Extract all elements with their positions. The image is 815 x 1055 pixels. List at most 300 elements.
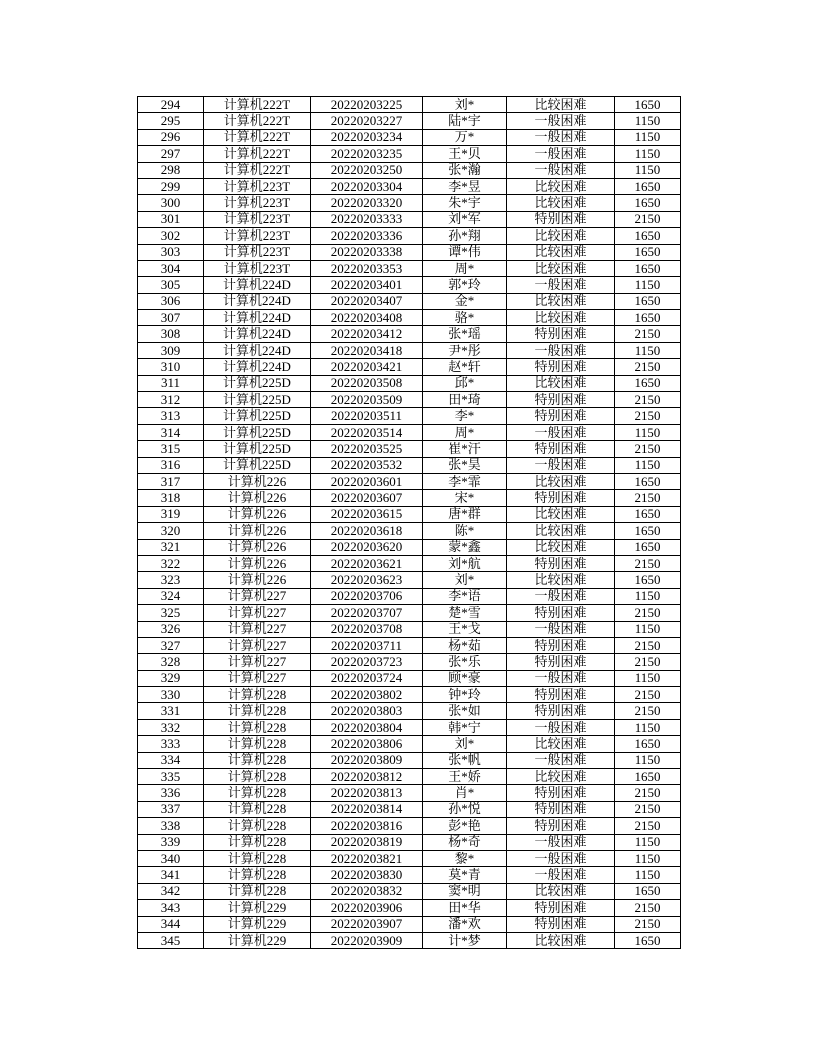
difficulty-level-cell: 特别困难 bbox=[507, 703, 615, 719]
student-id-cell: 20220203525 bbox=[311, 441, 423, 457]
difficulty-level-cell: 比较困难 bbox=[507, 178, 615, 194]
name-cell: 孙*翔 bbox=[423, 228, 507, 244]
table-row bbox=[138, 162, 681, 178]
name-cell: 李* bbox=[423, 408, 507, 424]
name-cell: 骆* bbox=[423, 310, 507, 326]
row-index-cell: 299 bbox=[138, 178, 204, 194]
amount-cell: 1650 bbox=[615, 473, 681, 489]
difficulty-level-cell: 特别困难 bbox=[507, 555, 615, 571]
amount-cell: 1650 bbox=[615, 178, 681, 194]
difficulty-level-cell: 一般困难 bbox=[507, 850, 615, 866]
student-id-cell: 20220203412 bbox=[311, 326, 423, 342]
table-row bbox=[138, 146, 681, 162]
amount-cell: 2150 bbox=[615, 359, 681, 375]
name-cell: 王*娇 bbox=[423, 769, 507, 785]
student-id-cell: 20220203227 bbox=[311, 113, 423, 129]
class-cell: 计算机229 bbox=[204, 932, 311, 948]
class-cell: 计算机223T bbox=[204, 178, 311, 194]
name-cell: 顾*豪 bbox=[423, 670, 507, 686]
row-index-cell: 341 bbox=[138, 867, 204, 883]
amount-cell: 2150 bbox=[615, 818, 681, 834]
row-index-cell: 316 bbox=[138, 457, 204, 473]
student-id-cell: 20220203304 bbox=[311, 178, 423, 194]
student-id-cell: 20220203421 bbox=[311, 359, 423, 375]
difficulty-level-cell: 比较困难 bbox=[507, 310, 615, 326]
class-cell: 计算机228 bbox=[204, 801, 311, 817]
amount-cell: 1650 bbox=[615, 932, 681, 948]
name-cell: 刘*军 bbox=[423, 211, 507, 227]
student-id-cell: 20220203320 bbox=[311, 195, 423, 211]
name-cell: 邱* bbox=[423, 375, 507, 391]
amount-cell: 2150 bbox=[615, 916, 681, 932]
difficulty-level-cell: 比较困难 bbox=[507, 523, 615, 539]
amount-cell: 2150 bbox=[615, 654, 681, 670]
class-cell: 计算机227 bbox=[204, 588, 311, 604]
difficulty-level-cell: 特别困难 bbox=[507, 818, 615, 834]
difficulty-level-cell: 一般困难 bbox=[507, 113, 615, 129]
student-id-cell: 20220203724 bbox=[311, 670, 423, 686]
row-index-cell: 296 bbox=[138, 129, 204, 145]
difficulty-level-cell: 特别困难 bbox=[507, 441, 615, 457]
row-index-cell: 339 bbox=[138, 834, 204, 850]
difficulty-level-cell: 特别困难 bbox=[507, 687, 615, 703]
difficulty-level-cell: 比较困难 bbox=[507, 736, 615, 752]
student-id-cell: 20220203909 bbox=[311, 932, 423, 948]
row-index-cell: 330 bbox=[138, 687, 204, 703]
class-cell: 计算机228 bbox=[204, 687, 311, 703]
student-id-cell: 20220203235 bbox=[311, 146, 423, 162]
difficulty-level-cell: 比较困难 bbox=[507, 932, 615, 948]
amount-cell: 2150 bbox=[615, 801, 681, 817]
name-cell: 王*戈 bbox=[423, 621, 507, 637]
difficulty-level-cell: 一般困难 bbox=[507, 867, 615, 883]
row-index-cell: 303 bbox=[138, 244, 204, 260]
table-row bbox=[138, 178, 681, 194]
difficulty-level-cell: 比较困难 bbox=[507, 883, 615, 899]
name-cell: 张*乐 bbox=[423, 654, 507, 670]
table-row bbox=[138, 916, 681, 932]
class-cell: 计算机224D bbox=[204, 310, 311, 326]
amount-cell: 1150 bbox=[615, 457, 681, 473]
class-cell: 计算机229 bbox=[204, 900, 311, 916]
class-cell: 计算机226 bbox=[204, 506, 311, 522]
student-id-cell: 20220203623 bbox=[311, 572, 423, 588]
amount-cell: 2150 bbox=[615, 605, 681, 621]
student-id-cell: 20220203707 bbox=[311, 605, 423, 621]
table-row bbox=[138, 785, 681, 801]
difficulty-level-cell: 比较困难 bbox=[507, 572, 615, 588]
amount-cell: 2150 bbox=[615, 785, 681, 801]
table-row bbox=[138, 605, 681, 621]
amount-cell: 2150 bbox=[615, 392, 681, 408]
student-id-cell: 20220203618 bbox=[311, 523, 423, 539]
name-cell: 刘* bbox=[423, 572, 507, 588]
table-row bbox=[138, 375, 681, 391]
name-cell: 金* bbox=[423, 293, 507, 309]
row-index-cell: 338 bbox=[138, 818, 204, 834]
amount-cell: 1150 bbox=[615, 850, 681, 866]
row-index-cell: 312 bbox=[138, 392, 204, 408]
row-index-cell: 301 bbox=[138, 211, 204, 227]
table-row bbox=[138, 670, 681, 686]
amount-cell: 2150 bbox=[615, 900, 681, 916]
student-id-cell: 20220203407 bbox=[311, 293, 423, 309]
class-cell: 计算机228 bbox=[204, 752, 311, 768]
name-cell: 崔*汗 bbox=[423, 441, 507, 457]
row-index-cell: 342 bbox=[138, 883, 204, 899]
difficulty-level-cell: 一般困难 bbox=[507, 670, 615, 686]
table-row bbox=[138, 441, 681, 457]
amount-cell: 1650 bbox=[615, 769, 681, 785]
table-row bbox=[138, 97, 681, 113]
table-row bbox=[138, 818, 681, 834]
row-index-cell: 305 bbox=[138, 277, 204, 293]
amount-cell: 1150 bbox=[615, 670, 681, 686]
amount-cell: 1150 bbox=[615, 719, 681, 735]
amount-cell: 1650 bbox=[615, 736, 681, 752]
difficulty-level-cell: 特别困难 bbox=[507, 211, 615, 227]
class-cell: 计算机229 bbox=[204, 916, 311, 932]
difficulty-level-cell: 一般困难 bbox=[507, 719, 615, 735]
student-id-cell: 20220203509 bbox=[311, 392, 423, 408]
row-index-cell: 311 bbox=[138, 375, 204, 391]
table-row bbox=[138, 900, 681, 916]
name-cell: 张*昊 bbox=[423, 457, 507, 473]
table-row bbox=[138, 129, 681, 145]
class-cell: 计算机228 bbox=[204, 785, 311, 801]
amount-cell: 1150 bbox=[615, 834, 681, 850]
amount-cell: 1150 bbox=[615, 277, 681, 293]
table-row bbox=[138, 359, 681, 375]
class-cell: 计算机228 bbox=[204, 834, 311, 850]
row-index-cell: 318 bbox=[138, 490, 204, 506]
amount-cell: 1650 bbox=[615, 244, 681, 260]
difficulty-level-cell: 比较困难 bbox=[507, 195, 615, 211]
row-index-cell: 345 bbox=[138, 932, 204, 948]
table-row bbox=[138, 572, 681, 588]
class-cell: 计算机225D bbox=[204, 441, 311, 457]
row-index-cell: 309 bbox=[138, 342, 204, 358]
difficulty-level-cell: 一般困难 bbox=[507, 457, 615, 473]
name-cell: 周* bbox=[423, 424, 507, 440]
student-id-cell: 20220203615 bbox=[311, 506, 423, 522]
table-body bbox=[138, 97, 681, 949]
name-cell: 张*瀚 bbox=[423, 162, 507, 178]
table-row bbox=[138, 392, 681, 408]
class-cell: 计算机227 bbox=[204, 605, 311, 621]
row-index-cell: 314 bbox=[138, 424, 204, 440]
amount-cell: 2150 bbox=[615, 637, 681, 653]
difficulty-level-cell: 一般困难 bbox=[507, 588, 615, 604]
name-cell: 钟*玲 bbox=[423, 687, 507, 703]
row-index-cell: 304 bbox=[138, 260, 204, 276]
amount-cell: 2150 bbox=[615, 703, 681, 719]
student-id-cell: 20220203620 bbox=[311, 539, 423, 555]
class-cell: 计算机225D bbox=[204, 408, 311, 424]
difficulty-level-cell: 特别困难 bbox=[507, 326, 615, 342]
table-row bbox=[138, 523, 681, 539]
amount-cell: 1150 bbox=[615, 424, 681, 440]
difficulty-level-cell: 比较困难 bbox=[507, 506, 615, 522]
class-cell: 计算机228 bbox=[204, 850, 311, 866]
amount-cell: 1150 bbox=[615, 113, 681, 129]
difficulty-level-cell: 一般困难 bbox=[507, 162, 615, 178]
difficulty-level-cell: 特别困难 bbox=[507, 359, 615, 375]
difficulty-level-cell: 一般困难 bbox=[507, 146, 615, 162]
name-cell: 陈* bbox=[423, 523, 507, 539]
class-cell: 计算机226 bbox=[204, 555, 311, 571]
amount-cell: 1650 bbox=[615, 539, 681, 555]
table-row bbox=[138, 654, 681, 670]
class-cell: 计算机222T bbox=[204, 113, 311, 129]
amount-cell: 1150 bbox=[615, 129, 681, 145]
name-cell: 李*语 bbox=[423, 588, 507, 604]
difficulty-level-cell: 一般困难 bbox=[507, 621, 615, 637]
table-row bbox=[138, 424, 681, 440]
row-index-cell: 297 bbox=[138, 146, 204, 162]
name-cell: 郭*玲 bbox=[423, 277, 507, 293]
student-id-cell: 20220203812 bbox=[311, 769, 423, 785]
student-id-cell: 20220203250 bbox=[311, 162, 423, 178]
student-id-cell: 20220203711 bbox=[311, 637, 423, 653]
name-cell: 田*琦 bbox=[423, 392, 507, 408]
amount-cell: 1150 bbox=[615, 621, 681, 637]
table-row bbox=[138, 621, 681, 637]
row-index-cell: 328 bbox=[138, 654, 204, 670]
amount-cell: 1150 bbox=[615, 588, 681, 604]
table-row bbox=[138, 490, 681, 506]
name-cell: 谭*伟 bbox=[423, 244, 507, 260]
amount-cell: 2150 bbox=[615, 490, 681, 506]
name-cell: 杨*奇 bbox=[423, 834, 507, 850]
table-row bbox=[138, 932, 681, 948]
amount-cell: 1150 bbox=[615, 752, 681, 768]
row-index-cell: 325 bbox=[138, 605, 204, 621]
table-row bbox=[138, 883, 681, 899]
amount-cell: 1150 bbox=[615, 146, 681, 162]
difficulty-level-cell: 比较困难 bbox=[507, 260, 615, 276]
student-id-cell: 20220203819 bbox=[311, 834, 423, 850]
table-row bbox=[138, 260, 681, 276]
amount-cell: 1650 bbox=[615, 375, 681, 391]
class-cell: 计算机222T bbox=[204, 162, 311, 178]
amount-cell: 2150 bbox=[615, 408, 681, 424]
student-id-cell: 20220203832 bbox=[311, 883, 423, 899]
student-id-cell: 20220203514 bbox=[311, 424, 423, 440]
difficulty-level-cell: 特别困难 bbox=[507, 785, 615, 801]
class-cell: 计算机224D bbox=[204, 326, 311, 342]
table-row bbox=[138, 113, 681, 129]
student-id-cell: 20220203723 bbox=[311, 654, 423, 670]
student-id-cell: 20220203418 bbox=[311, 342, 423, 358]
name-cell: 孙*悦 bbox=[423, 801, 507, 817]
student-id-cell: 20220203708 bbox=[311, 621, 423, 637]
table-row bbox=[138, 850, 681, 866]
name-cell: 周* bbox=[423, 260, 507, 276]
row-index-cell: 331 bbox=[138, 703, 204, 719]
name-cell: 赵*轩 bbox=[423, 359, 507, 375]
name-cell: 唐*群 bbox=[423, 506, 507, 522]
amount-cell: 2150 bbox=[615, 211, 681, 227]
student-id-cell: 20220203706 bbox=[311, 588, 423, 604]
student-id-cell: 20220203338 bbox=[311, 244, 423, 260]
class-cell: 计算机223T bbox=[204, 195, 311, 211]
difficulty-level-cell: 一般困难 bbox=[507, 129, 615, 145]
name-cell: 黎* bbox=[423, 850, 507, 866]
name-cell: 李*霏 bbox=[423, 473, 507, 489]
row-index-cell: 295 bbox=[138, 113, 204, 129]
table-row bbox=[138, 867, 681, 883]
row-index-cell: 324 bbox=[138, 588, 204, 604]
student-id-cell: 20220203225 bbox=[311, 97, 423, 113]
student-id-cell: 20220203508 bbox=[311, 375, 423, 391]
name-cell: 刘* bbox=[423, 97, 507, 113]
amount-cell: 1650 bbox=[615, 883, 681, 899]
student-id-cell: 20220203906 bbox=[311, 900, 423, 916]
difficulty-level-cell: 特别困难 bbox=[507, 490, 615, 506]
name-cell: 计*梦 bbox=[423, 932, 507, 948]
amount-cell: 1150 bbox=[615, 162, 681, 178]
student-id-cell: 20220203607 bbox=[311, 490, 423, 506]
student-id-cell: 20220203803 bbox=[311, 703, 423, 719]
amount-cell: 1650 bbox=[615, 228, 681, 244]
difficulty-level-cell: 比较困难 bbox=[507, 293, 615, 309]
class-cell: 计算机227 bbox=[204, 654, 311, 670]
student-id-cell: 20220203809 bbox=[311, 752, 423, 768]
student-id-cell: 20220203601 bbox=[311, 473, 423, 489]
amount-cell: 2150 bbox=[615, 441, 681, 457]
row-index-cell: 308 bbox=[138, 326, 204, 342]
row-index-cell: 336 bbox=[138, 785, 204, 801]
table-row bbox=[138, 801, 681, 817]
row-index-cell: 326 bbox=[138, 621, 204, 637]
name-cell: 韩*宁 bbox=[423, 719, 507, 735]
table-row bbox=[138, 703, 681, 719]
name-cell: 潘*欢 bbox=[423, 916, 507, 932]
name-cell: 窦*明 bbox=[423, 883, 507, 899]
row-index-cell: 333 bbox=[138, 736, 204, 752]
row-index-cell: 294 bbox=[138, 97, 204, 113]
amount-cell: 1150 bbox=[615, 342, 681, 358]
student-id-cell: 20220203511 bbox=[311, 408, 423, 424]
difficulty-level-cell: 一般困难 bbox=[507, 342, 615, 358]
name-cell: 刘*航 bbox=[423, 555, 507, 571]
amount-cell: 1650 bbox=[615, 572, 681, 588]
amount-cell: 1650 bbox=[615, 523, 681, 539]
row-index-cell: 307 bbox=[138, 310, 204, 326]
name-cell: 蒙*鑫 bbox=[423, 539, 507, 555]
name-cell: 李*昱 bbox=[423, 178, 507, 194]
table-row bbox=[138, 408, 681, 424]
row-index-cell: 343 bbox=[138, 900, 204, 916]
name-cell: 宋* bbox=[423, 490, 507, 506]
row-index-cell: 317 bbox=[138, 473, 204, 489]
difficulty-level-cell: 比较困难 bbox=[507, 97, 615, 113]
student-id-cell: 20220203802 bbox=[311, 687, 423, 703]
table-row bbox=[138, 834, 681, 850]
class-cell: 计算机228 bbox=[204, 703, 311, 719]
name-cell: 王*贝 bbox=[423, 146, 507, 162]
difficulty-level-cell: 特别困难 bbox=[507, 900, 615, 916]
difficulty-level-cell: 一般困难 bbox=[507, 752, 615, 768]
student-id-cell: 20220203813 bbox=[311, 785, 423, 801]
class-cell: 计算机224D bbox=[204, 293, 311, 309]
amount-cell: 1650 bbox=[615, 506, 681, 522]
row-index-cell: 344 bbox=[138, 916, 204, 932]
student-id-cell: 20220203333 bbox=[311, 211, 423, 227]
row-index-cell: 322 bbox=[138, 555, 204, 571]
table-row bbox=[138, 293, 681, 309]
student-id-cell: 20220203234 bbox=[311, 129, 423, 145]
difficulty-level-cell: 特别困难 bbox=[507, 654, 615, 670]
difficulty-level-cell: 特别困难 bbox=[507, 801, 615, 817]
student-id-cell: 20220203816 bbox=[311, 818, 423, 834]
class-cell: 计算机228 bbox=[204, 883, 311, 899]
row-index-cell: 298 bbox=[138, 162, 204, 178]
difficulty-level-cell: 比较困难 bbox=[507, 375, 615, 391]
row-index-cell: 335 bbox=[138, 769, 204, 785]
class-cell: 计算机224D bbox=[204, 359, 311, 375]
name-cell: 彭*艳 bbox=[423, 818, 507, 834]
class-cell: 计算机226 bbox=[204, 523, 311, 539]
name-cell: 刘* bbox=[423, 736, 507, 752]
name-cell: 尹*彤 bbox=[423, 342, 507, 358]
student-id-cell: 20220203401 bbox=[311, 277, 423, 293]
row-index-cell: 320 bbox=[138, 523, 204, 539]
row-index-cell: 337 bbox=[138, 801, 204, 817]
student-id-cell: 20220203830 bbox=[311, 867, 423, 883]
amount-cell: 1150 bbox=[615, 867, 681, 883]
name-cell: 田*华 bbox=[423, 900, 507, 916]
student-id-cell: 20220203408 bbox=[311, 310, 423, 326]
table-row bbox=[138, 457, 681, 473]
row-index-cell: 327 bbox=[138, 637, 204, 653]
row-index-cell: 334 bbox=[138, 752, 204, 768]
table-row bbox=[138, 752, 681, 768]
class-cell: 计算机222T bbox=[204, 129, 311, 145]
table-row bbox=[138, 637, 681, 653]
class-cell: 计算机226 bbox=[204, 539, 311, 555]
class-cell: 计算机228 bbox=[204, 736, 311, 752]
difficulty-level-cell: 比较困难 bbox=[507, 769, 615, 785]
table-row bbox=[138, 244, 681, 260]
class-cell: 计算机225D bbox=[204, 457, 311, 473]
amount-cell: 1650 bbox=[615, 97, 681, 113]
student-id-cell: 20220203621 bbox=[311, 555, 423, 571]
table-row bbox=[138, 719, 681, 735]
amount-cell: 1650 bbox=[615, 195, 681, 211]
class-cell: 计算机225D bbox=[204, 424, 311, 440]
row-index-cell: 332 bbox=[138, 719, 204, 735]
difficulty-level-cell: 特别困难 bbox=[507, 605, 615, 621]
student-aid-table bbox=[137, 96, 681, 949]
difficulty-level-cell: 特别困难 bbox=[507, 916, 615, 932]
student-id-cell: 20220203821 bbox=[311, 850, 423, 866]
table-row bbox=[138, 539, 681, 555]
table-row bbox=[138, 195, 681, 211]
class-cell: 计算机224D bbox=[204, 277, 311, 293]
row-index-cell: 329 bbox=[138, 670, 204, 686]
class-cell: 计算机223T bbox=[204, 260, 311, 276]
class-cell: 计算机225D bbox=[204, 392, 311, 408]
amount-cell: 2150 bbox=[615, 687, 681, 703]
class-cell: 计算机224D bbox=[204, 342, 311, 358]
difficulty-level-cell: 比较困难 bbox=[507, 228, 615, 244]
class-cell: 计算机226 bbox=[204, 490, 311, 506]
class-cell: 计算机227 bbox=[204, 637, 311, 653]
class-cell: 计算机223T bbox=[204, 244, 311, 260]
difficulty-level-cell: 比较困难 bbox=[507, 473, 615, 489]
